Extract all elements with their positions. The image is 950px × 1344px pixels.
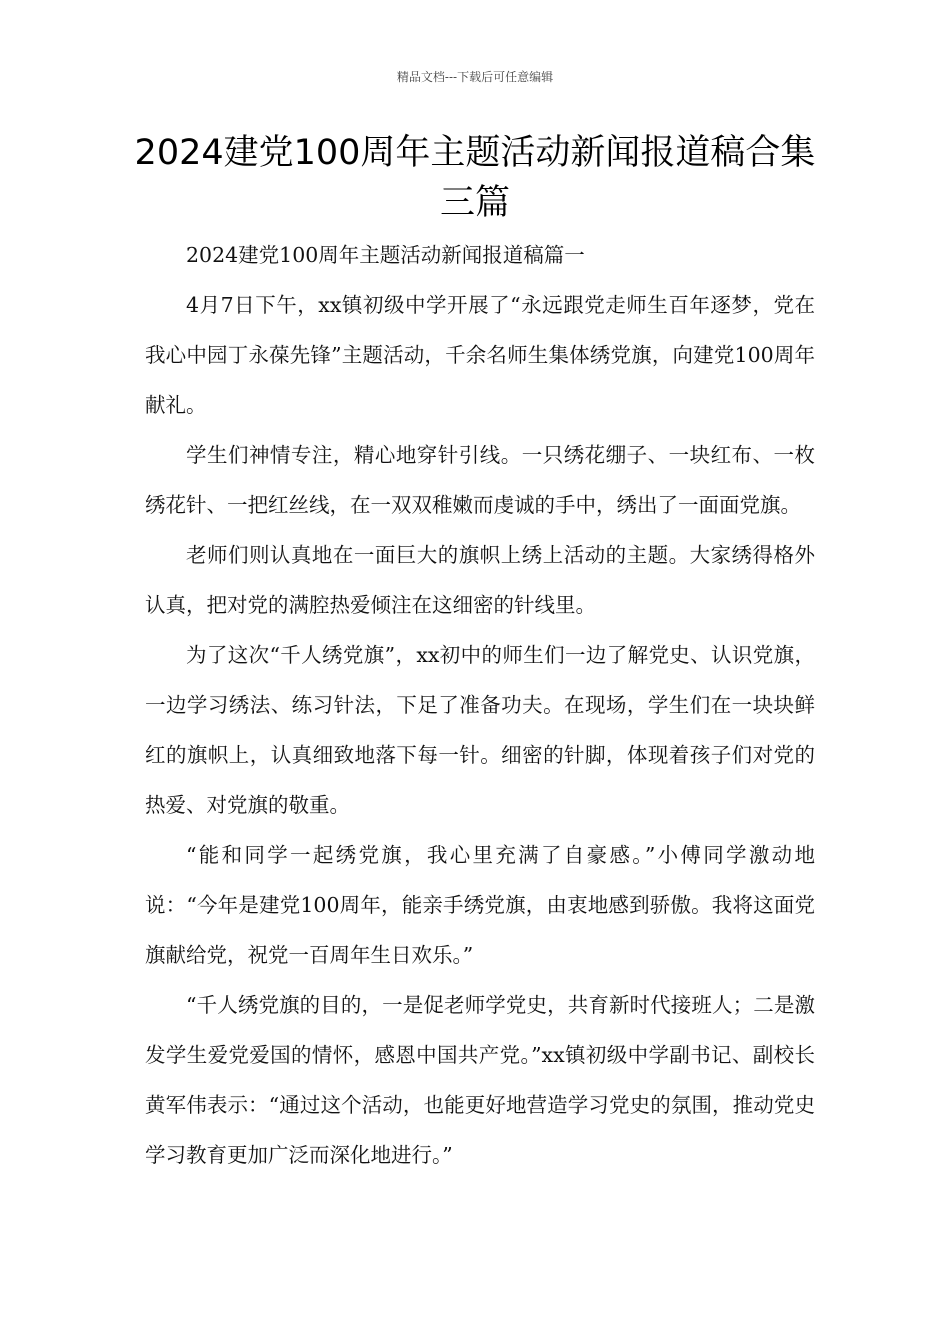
paragraph: “能和同学一起绣党旗，我心里充满了自豪感。”小傅同学激动地说：“今年是建党100周年，能亲手绣党旗，由衷地感到骄傲。我将这面党旗献给党，祝党一百周年生日欢乐。” xyxy=(145,843,815,967)
page-header-note: 精品文档---下载后可任意编辑 xyxy=(396,70,554,84)
paragraph: 老师们则认真地在一面巨大的旗帜上绣上活动的主题。大家绣得格外认真，把对党的满腔热爱倾注在这细密的针线里。 xyxy=(145,543,815,617)
document-body xyxy=(145,230,815,1180)
paragraph: 学生们神情专注，精心地穿针引线。一只绣花绷子、一块红布、一枚绣花针、一把红丝线，在一双双稚嫩而虔诚的手中，绣出了一面面党旗。 xyxy=(145,443,815,517)
document-title: 2024建党100周年主题活动新闻报道稿合集三篇 xyxy=(134,133,816,223)
paragraph: “千人绣党旗的目的，一是促老师学党史，共育新时代接班人；二是激发学生爱党爱国的情怀，感恩中国共产党。”xx镇初级中学副书记、副校长黄军伟表示：“通过这个活动，也能更好地营造学习党史的氛围，推动党史学习教育更加广泛而深化地进行。” xyxy=(145,993,815,1167)
section-heading: 2024建党100周年主题活动新闻报道稿篇一 xyxy=(186,243,585,267)
paragraph: 为了这次“千人绣党旗”，xx初中的师生们一边了解党史、认识党旗，一边学习绣法、练习针法，下足了准备功夫。在现场，学生们在一块块鲜红的旗帜上，认真细致地落下每一针。细密的针脚，体现着孩子们对党的热爱、对党旗的敬重。 xyxy=(145,643,815,817)
paragraph: 4月7日下午，xx镇初级中学开展了“永远跟党走师生百年逐梦，党在我心中园丁永葆先锋”主题活动，千余名师生集体绣党旗，向建党100周年献礼。 xyxy=(145,293,815,417)
